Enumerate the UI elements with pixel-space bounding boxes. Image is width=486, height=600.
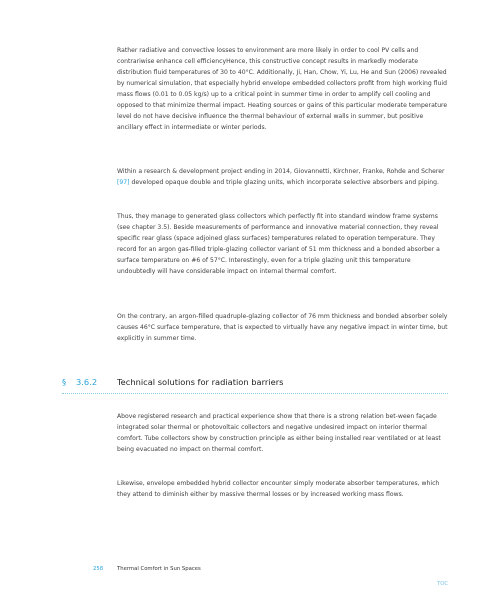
paragraph-text: On the contrary, an argon-filled quadruple-glazing collector of 76 mm thickness and bonded absorber solely causes 46°C surface temperature, that is expected to virtually have any negative impact in winter time, but explicitly in summer time. [117, 313, 448, 342]
citation-link[interactable]: [97] [117, 179, 130, 186]
toc-link[interactable]: TOC [437, 581, 449, 587]
section-symbol: § [62, 377, 67, 387]
paragraph-6 [117, 478, 449, 500]
paragraph-text-part: developed opaque double and triple glazing units, which incorporate selective absorbers and piping. [129, 179, 439, 186]
paragraph-text: Rather radiative and convective losses to environment are more likely in order to cool PV cells and contrariwise enhance cell efficiencyHence, this constructive concept results in markedly moderate distribution fluid temperatures of 30 to 40°C. Additionally, Ji, Han, Chow, Yi, Lu, He and Sun (2006) revealed by numerical simulation, that especially hybrid envelope embedded collectors profit from high working fluid mass flows (0.01 to 0.05 kg/s) up to a critical point in summer time in order to amplify cell cooling and opposed to that minimize thermal impact. Heating sources or gains of this particular moderate temperature level do not have decisive influence the thermal behaviour of external walls in summer, but positive ancillary effect in intermediate or winter periods. [117, 47, 448, 131]
paragraph-text: Thus, they manage to generated glass collectors which perfectly fit into standard window frame systems (see chapter 3.5). Beside measurements of performance and innovative material connection, they reveal specific rear glass (space adjoined glass surfaces) temperatures related to operation temperature. They record for an argon gas-filled triple-glazing collector variant of 51 mm thickness and a bonded absorber a surface temperature on #6 of 57°C. Interestingly, even for a triple glazing unit this temperature undoubtedly will have considerable impact on internal thermal comfort. [117, 213, 440, 275]
paragraph-4 [117, 311, 449, 344]
paragraph-text [117, 166, 449, 188]
section-heading [62, 375, 448, 394]
paragraph-text: Likewise, envelope embedded hybrid collector encounter simply moderate absorber temperatures, which they attend to diminish either by massive thermal losses or by increased working mass flows. [117, 480, 440, 498]
paragraph-3 [117, 211, 449, 277]
section-number: 3.6.2 [76, 377, 98, 387]
paragraph-1 [117, 45, 449, 133]
running-footer-title: Thermal Comfort in Sun Spaces [117, 566, 201, 572]
page-number: 258 [93, 566, 104, 572]
paragraph-2 [117, 166, 449, 188]
paragraph-text: Above registered research and practical experience show that there is a strong relation bet-ween façade integrated solar thermal or photovoltaic collectors and negative undesired impact on interior thermal comfort. Tube collectors show by construction principle as either being installed rear ventilated or at least being evacuated no impact on thermal comfort. [117, 413, 441, 453]
paragraph-text-part: Within a research & development project ending in 2014, Giovannetti, Kirchner, Franke, Rohde and Scherer [117, 168, 445, 175]
section-title: Technical solutions for radiation barriers [117, 377, 284, 387]
paragraph-5 [117, 411, 449, 455]
